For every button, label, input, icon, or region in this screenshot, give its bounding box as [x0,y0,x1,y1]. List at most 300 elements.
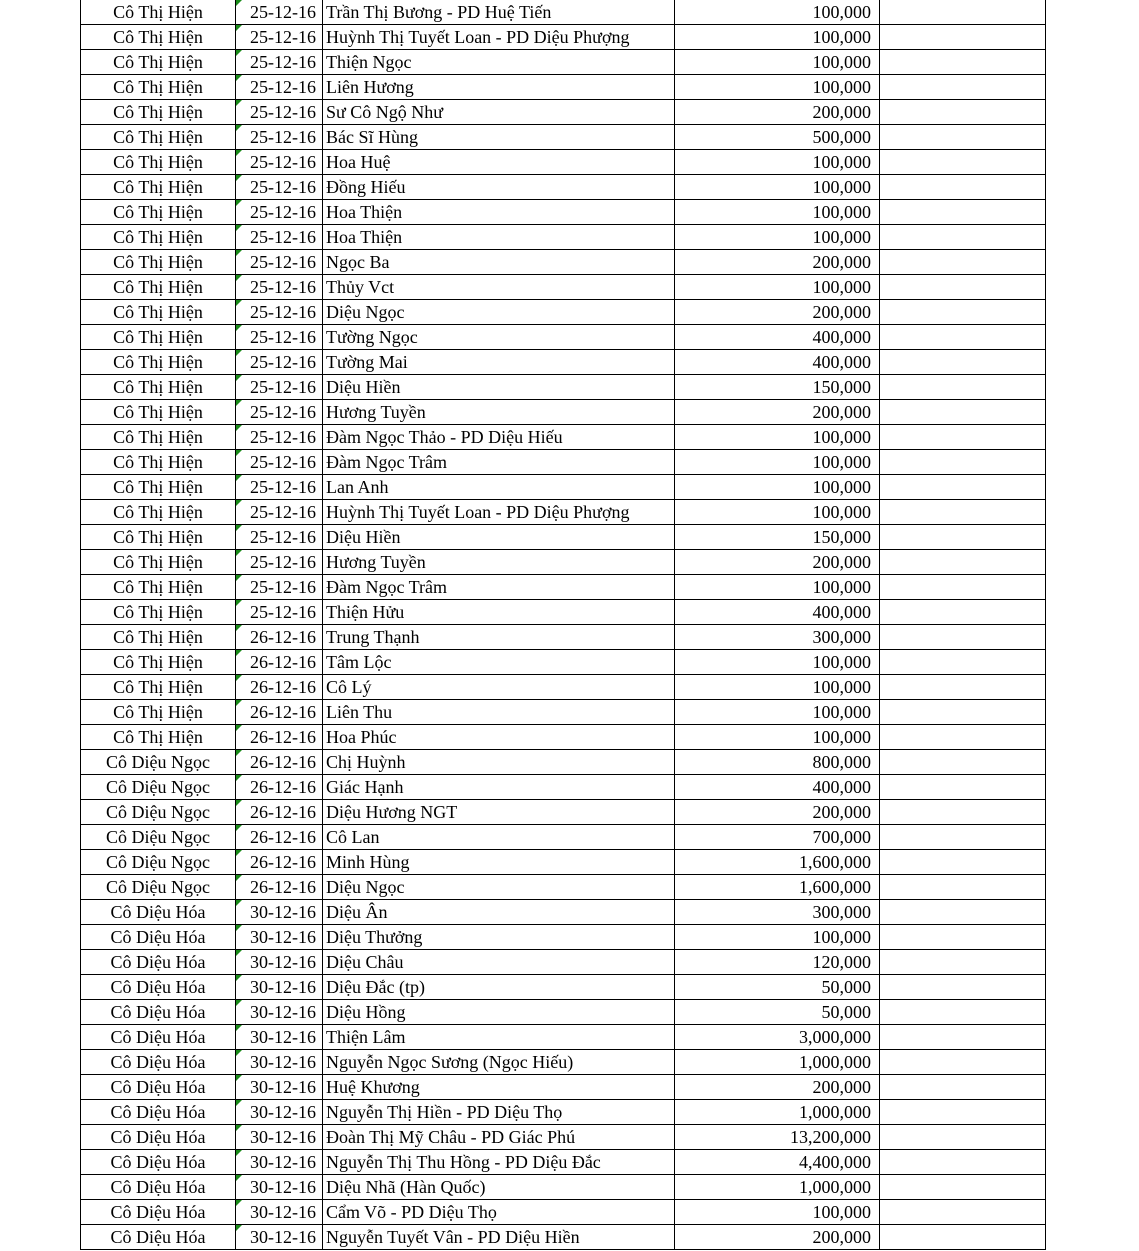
cell-donor[interactable]: Thiện Hửu [323,600,675,625]
cell-date[interactable] [236,675,323,700]
table-row[interactable] [81,250,1046,275]
cell-empty[interactable] [880,275,1046,300]
cell-recipient[interactable]: Cô Thị Hiện [81,50,236,75]
cell-amount[interactable]: 100,000 [675,425,880,450]
cell-empty[interactable] [880,400,1046,425]
cell-date[interactable] [236,275,323,300]
cell-date[interactable] [236,925,323,950]
table-row[interactable] [81,925,1046,950]
cell-amount[interactable]: 1,000,000 [675,1050,880,1075]
cell-empty[interactable] [880,675,1046,700]
table-row[interactable] [81,575,1046,600]
cell-empty[interactable] [880,0,1046,25]
cell-donor[interactable]: Nguyễn Tuyết Vân - PD Diệu Hiền [323,1225,675,1250]
cell-amount[interactable]: 300,000 [675,900,880,925]
cell-amount[interactable]: 100,000 [675,500,880,525]
cell-recipient[interactable]: Cô Thị Hiện [81,575,236,600]
cell-amount[interactable]: 200,000 [675,300,880,325]
cell-empty[interactable] [880,700,1046,725]
cell-recipient[interactable]: Cô Diệu Ngọc [81,825,236,850]
cell-empty[interactable] [880,150,1046,175]
cell-recipient[interactable]: Cô Diệu Hóa [81,1000,236,1025]
cell-donor[interactable]: Diệu Châu [323,950,675,975]
table-row[interactable] [81,350,1046,375]
table-row[interactable] [81,25,1046,50]
table-row[interactable] [81,1075,1046,1100]
cell-date[interactable] [236,75,323,100]
cell-amount[interactable]: 200,000 [675,550,880,575]
cell-date[interactable] [236,775,323,800]
cell-recipient[interactable]: Cô Thị Hiện [81,350,236,375]
cell-empty[interactable] [880,1050,1046,1075]
cell-recipient[interactable]: Cô Diệu Hóa [81,925,236,950]
cell-amount[interactable]: 200,000 [675,400,880,425]
table-row[interactable] [81,825,1046,850]
table-row[interactable] [81,875,1046,900]
cell-empty[interactable] [880,900,1046,925]
cell-empty[interactable] [880,1000,1046,1025]
cell-recipient[interactable]: Cô Thị Hiện [81,325,236,350]
cell-amount[interactable]: 1,000,000 [675,1175,880,1200]
cell-recipient[interactable]: Cô Diệu Ngọc [81,750,236,775]
cell-empty[interactable] [880,800,1046,825]
cell-amount[interactable]: 100,000 [675,50,880,75]
cell-donor[interactable]: Diệu Ngọc [323,875,675,900]
table-row[interactable] [81,1050,1046,1075]
cell-donor[interactable]: Trung Thạnh [323,625,675,650]
cell-empty[interactable] [880,1150,1046,1175]
cell-date[interactable] [236,1200,323,1225]
cell-recipient[interactable]: Cô Thị Hiện [81,375,236,400]
cell-date[interactable] [236,300,323,325]
table-row[interactable] [81,1100,1046,1125]
cell-empty[interactable] [880,25,1046,50]
cell-amount[interactable]: 3,000,000 [675,1025,880,1050]
cell-donor[interactable]: Huỳnh Thị Tuyết Loan - PD Diệu Phượng [323,500,675,525]
cell-empty[interactable] [880,650,1046,675]
cell-amount[interactable]: 100,000 [675,1200,880,1225]
cell-recipient[interactable]: Cô Diệu Hóa [81,900,236,925]
cell-amount[interactable]: 200,000 [675,1225,880,1250]
table-row[interactable] [81,200,1046,225]
cell-recipient[interactable]: Cô Diệu Hóa [81,950,236,975]
cell-empty[interactable] [880,450,1046,475]
cell-amount[interactable]: 400,000 [675,600,880,625]
table-row[interactable] [81,900,1046,925]
cell-amount[interactable]: 100,000 [675,175,880,200]
cell-recipient[interactable]: Cô Thị Hiện [81,625,236,650]
cell-recipient[interactable]: Cô Thị Hiện [81,525,236,550]
cell-date[interactable] [236,125,323,150]
cell-donor[interactable]: Đàm Ngọc Trâm [323,450,675,475]
cell-amount[interactable]: 100,000 [675,575,880,600]
cell-empty[interactable] [880,725,1046,750]
table-row[interactable] [81,225,1046,250]
cell-date[interactable] [236,875,323,900]
cell-recipient[interactable]: Cô Thị Hiện [81,600,236,625]
cell-donor[interactable]: Đàm Ngọc Trâm [323,575,675,600]
table-row[interactable] [81,1225,1046,1250]
cell-empty[interactable] [880,50,1046,75]
cell-date[interactable] [236,625,323,650]
table-row[interactable] [81,600,1046,625]
cell-donor[interactable]: Đồng Hiếu [323,175,675,200]
table-row[interactable] [81,650,1046,675]
cell-amount[interactable]: 50,000 [675,975,880,1000]
table-row[interactable] [81,150,1046,175]
table-row[interactable] [81,325,1046,350]
cell-amount[interactable]: 100,000 [675,450,880,475]
table-row[interactable] [81,750,1046,775]
cell-donor[interactable]: Ngọc Ba [323,250,675,275]
table-row[interactable] [81,275,1046,300]
cell-recipient[interactable]: Cô Diệu Hóa [81,1025,236,1050]
table-row[interactable] [81,975,1046,1000]
cell-amount[interactable]: 100,000 [675,650,880,675]
table-row[interactable] [81,1200,1046,1225]
cell-empty[interactable] [880,825,1046,850]
cell-amount[interactable]: 100,000 [675,75,880,100]
cell-date[interactable] [236,1175,323,1200]
cell-date[interactable] [236,175,323,200]
cell-recipient[interactable]: Cô Thị Hiện [81,75,236,100]
cell-date[interactable] [236,350,323,375]
cell-donor[interactable]: Diệu Hồng [323,1000,675,1025]
cell-empty[interactable] [880,475,1046,500]
cell-amount[interactable]: 400,000 [675,775,880,800]
cell-amount[interactable]: 100,000 [675,725,880,750]
cell-date[interactable] [236,475,323,500]
cell-donor[interactable]: Nguyễn Ngọc Sương (Ngọc Hiếu) [323,1050,675,1075]
cell-donor[interactable]: Cô Lý [323,675,675,700]
cell-recipient[interactable]: Cô Thị Hiện [81,500,236,525]
cell-recipient[interactable]: Cô Thị Hiện [81,425,236,450]
cell-date[interactable] [236,25,323,50]
cell-date[interactable] [236,375,323,400]
cell-date[interactable] [236,250,323,275]
cell-donor[interactable]: Cẩm Võ - PD Diệu Thọ [323,1200,675,1225]
table-row[interactable] [81,75,1046,100]
table-row[interactable] [81,500,1046,525]
cell-recipient[interactable]: Cô Thị Hiện [81,300,236,325]
cell-amount[interactable]: 13,200,000 [675,1125,880,1150]
table-row[interactable] [81,425,1046,450]
cell-date[interactable] [236,150,323,175]
cell-empty[interactable] [880,425,1046,450]
cell-date[interactable] [236,1000,323,1025]
cell-date[interactable] [236,975,323,1000]
cell-recipient[interactable]: Cô Diệu Hóa [81,1175,236,1200]
cell-empty[interactable] [880,1225,1046,1250]
cell-amount[interactable]: 50,000 [675,1000,880,1025]
cell-empty[interactable] [880,850,1046,875]
cell-donor[interactable]: Diệu Đắc (tp) [323,975,675,1000]
table-row[interactable] [81,450,1046,475]
table-row[interactable] [81,175,1046,200]
cell-donor[interactable]: Diệu Thưởng [323,925,675,950]
cell-date[interactable] [236,525,323,550]
cell-recipient[interactable]: Cô Thị Hiện [81,125,236,150]
cell-amount[interactable]: 400,000 [675,350,880,375]
cell-date[interactable] [236,225,323,250]
table-row[interactable] [81,1000,1046,1025]
table-row[interactable] [81,475,1046,500]
cell-empty[interactable] [880,1175,1046,1200]
cell-empty[interactable] [880,75,1046,100]
cell-empty[interactable] [880,500,1046,525]
cell-donor[interactable]: Tường Mai [323,350,675,375]
cell-amount[interactable]: 1,600,000 [675,850,880,875]
cell-empty[interactable] [880,200,1046,225]
cell-recipient[interactable]: Cô Diệu Ngọc [81,850,236,875]
cell-date[interactable] [236,825,323,850]
cell-empty[interactable] [880,125,1046,150]
table-row[interactable] [81,400,1046,425]
cell-empty[interactable] [880,300,1046,325]
table-row[interactable] [81,1125,1046,1150]
cell-date[interactable] [236,700,323,725]
cell-empty[interactable] [880,350,1046,375]
cell-donor[interactable]: Diệu Hiền [323,525,675,550]
cell-amount[interactable]: 100,000 [675,475,880,500]
cell-recipient[interactable]: Cô Thị Hiện [81,225,236,250]
cell-empty[interactable] [880,525,1046,550]
cell-donor[interactable]: Hoa Huệ [323,150,675,175]
table-row[interactable] [81,300,1046,325]
cell-empty[interactable] [880,925,1046,950]
table-row[interactable] [81,50,1046,75]
table-row[interactable] [81,1025,1046,1050]
cell-empty[interactable] [880,750,1046,775]
cell-amount[interactable]: 100,000 [675,925,880,950]
cell-amount[interactable]: 1,600,000 [675,875,880,900]
cell-donor[interactable]: Hoa Thiện [323,200,675,225]
cell-amount[interactable]: 700,000 [675,825,880,850]
cell-recipient[interactable]: Cô Diệu Hóa [81,1125,236,1150]
cell-donor[interactable]: Liên Hương [323,75,675,100]
cell-donor[interactable]: Thiện Ngọc [323,50,675,75]
cell-empty[interactable] [880,950,1046,975]
cell-empty[interactable] [880,325,1046,350]
cell-donor[interactable]: Chị Huỳnh [323,750,675,775]
cell-amount[interactable]: 150,000 [675,525,880,550]
cell-donor[interactable]: Hương Tuyền [323,550,675,575]
cell-recipient[interactable]: Cô Diệu Hóa [81,1050,236,1075]
cell-date[interactable] [236,1100,323,1125]
cell-amount[interactable]: 100,000 [675,0,880,25]
cell-empty[interactable] [880,250,1046,275]
cell-donor[interactable]: Sư Cô Ngộ Như [323,100,675,125]
table-row[interactable] [81,550,1046,575]
cell-empty[interactable] [880,1125,1046,1150]
table-row[interactable] [81,125,1046,150]
table-row[interactable] [81,625,1046,650]
cell-date[interactable] [236,575,323,600]
cell-recipient[interactable]: Cô Thị Hiện [81,250,236,275]
cell-date[interactable] [236,200,323,225]
cell-amount[interactable]: 1,000,000 [675,1100,880,1125]
cell-donor[interactable]: Tâm Lộc [323,650,675,675]
cell-empty[interactable] [880,625,1046,650]
cell-amount[interactable]: 100,000 [675,150,880,175]
cell-date[interactable] [236,650,323,675]
cell-amount[interactable]: 800,000 [675,750,880,775]
cell-donor[interactable]: Diệu Nhã (Hàn Quốc) [323,1175,675,1200]
cell-empty[interactable] [880,875,1046,900]
cell-recipient[interactable]: Cô Diệu Hóa [81,1150,236,1175]
cell-amount[interactable]: 100,000 [675,200,880,225]
cell-amount[interactable]: 150,000 [675,375,880,400]
cell-amount[interactable]: 100,000 [675,275,880,300]
cell-recipient[interactable]: Cô Thị Hiện [81,100,236,125]
cell-date[interactable] [236,550,323,575]
cell-empty[interactable] [880,550,1046,575]
cell-date[interactable] [236,1050,323,1075]
cell-donor[interactable]: Lan Anh [323,475,675,500]
table-row[interactable] [81,800,1046,825]
cell-amount[interactable]: 200,000 [675,250,880,275]
cell-recipient[interactable]: Cô Thị Hiện [81,200,236,225]
cell-donor[interactable]: Hoa Phúc [323,725,675,750]
cell-date[interactable] [236,900,323,925]
cell-empty[interactable] [880,1100,1046,1125]
cell-empty[interactable] [880,575,1046,600]
cell-empty[interactable] [880,175,1046,200]
table-row[interactable] [81,950,1046,975]
cell-recipient[interactable]: Cô Diệu Hóa [81,1200,236,1225]
table-row[interactable] [81,100,1046,125]
cell-amount[interactable]: 100,000 [675,25,880,50]
cell-empty[interactable] [880,375,1046,400]
cell-empty[interactable] [880,100,1046,125]
cell-recipient[interactable]: Cô Diệu Ngọc [81,775,236,800]
table-row[interactable] [81,0,1046,25]
cell-donor[interactable]: Hoa Thiện [323,225,675,250]
cell-donor[interactable]: Đàm Ngọc Thảo - PD Diệu Hiếu [323,425,675,450]
cell-empty[interactable] [880,225,1046,250]
cell-date[interactable] [236,1225,323,1250]
cell-date[interactable] [236,1150,323,1175]
cell-recipient[interactable]: Cô Diệu Hóa [81,975,236,1000]
cell-recipient[interactable]: Cô Thị Hiện [81,175,236,200]
cell-amount[interactable]: 100,000 [675,700,880,725]
cell-recipient[interactable]: Cô Thị Hiện [81,475,236,500]
cell-recipient[interactable]: Cô Thị Hiện [81,150,236,175]
cell-donor[interactable]: Nguyễn Thị Thu Hồng - PD Diệu Đắc [323,1150,675,1175]
cell-amount[interactable]: 200,000 [675,100,880,125]
cell-amount[interactable]: 4,400,000 [675,1150,880,1175]
cell-empty[interactable] [880,975,1046,1000]
cell-amount[interactable]: 400,000 [675,325,880,350]
cell-amount[interactable]: 100,000 [675,675,880,700]
cell-recipient[interactable]: Cô Thị Hiện [81,400,236,425]
table-row[interactable] [81,1150,1046,1175]
cell-date[interactable] [236,325,323,350]
cell-donor[interactable]: Liên Thu [323,700,675,725]
cell-recipient[interactable]: Cô Thị Hiện [81,700,236,725]
cell-empty[interactable] [880,1075,1046,1100]
cell-donor[interactable]: Diệu Ngọc [323,300,675,325]
cell-date[interactable] [236,1025,323,1050]
cell-recipient[interactable]: Cô Thị Hiện [81,650,236,675]
cell-date[interactable] [236,950,323,975]
cell-date[interactable] [236,500,323,525]
table-row[interactable] [81,375,1046,400]
cell-donor[interactable]: Thiện Lâm [323,1025,675,1050]
cell-recipient[interactable]: Cô Diệu Hóa [81,1100,236,1125]
cell-amount[interactable]: 200,000 [675,800,880,825]
table-row[interactable] [81,675,1046,700]
cell-date[interactable] [236,1075,323,1100]
cell-recipient[interactable]: Cô Thị Hiện [81,25,236,50]
cell-date[interactable] [236,425,323,450]
cell-donor[interactable]: Nguyễn Thị Hiền - PD Diệu Thọ [323,1100,675,1125]
cell-recipient[interactable]: Cô Thị Hiện [81,550,236,575]
table-row[interactable] [81,775,1046,800]
cell-recipient[interactable]: Cô Thị Hiện [81,675,236,700]
cell-donor[interactable]: Huệ Khương [323,1075,675,1100]
cell-donor[interactable]: Minh Hùng [323,850,675,875]
table-row[interactable] [81,850,1046,875]
cell-recipient[interactable]: Cô Thị Hiện [81,450,236,475]
cell-date[interactable] [236,850,323,875]
cell-date[interactable] [236,0,323,25]
table-row[interactable] [81,525,1046,550]
cell-date[interactable] [236,725,323,750]
cell-recipient[interactable]: Cô Diệu Ngọc [81,875,236,900]
cell-recipient[interactable]: Cô Diệu Hóa [81,1075,236,1100]
cell-donor[interactable]: Diệu Hiền [323,375,675,400]
cell-amount[interactable]: 100,000 [675,225,880,250]
cell-date[interactable] [236,100,323,125]
cell-donor[interactable]: Diệu Hương NGT [323,800,675,825]
cell-recipient[interactable]: Cô Thị Hiện [81,725,236,750]
cell-donor[interactable]: Cô Lan [323,825,675,850]
cell-date[interactable] [236,800,323,825]
cell-empty[interactable] [880,1025,1046,1050]
cell-recipient[interactable]: Cô Thị Hiện [81,0,236,25]
cell-date[interactable] [236,450,323,475]
cell-date[interactable] [236,400,323,425]
cell-empty[interactable] [880,600,1046,625]
cell-donor[interactable]: Giác Hạnh [323,775,675,800]
cell-recipient[interactable]: Cô Thị Hiện [81,275,236,300]
cell-donor[interactable]: Thủy Vct [323,275,675,300]
cell-amount[interactable]: 300,000 [675,625,880,650]
cell-amount[interactable]: 200,000 [675,1075,880,1100]
cell-amount[interactable]: 120,000 [675,950,880,975]
cell-donor[interactable]: Trần Thị Bương - PD Huệ Tiến [323,0,675,25]
table-row[interactable] [81,1175,1046,1200]
cell-date[interactable] [236,50,323,75]
cell-date[interactable] [236,1125,323,1150]
cell-empty[interactable] [880,775,1046,800]
cell-amount[interactable]: 500,000 [675,125,880,150]
cell-recipient[interactable]: Cô Diệu Hóa [81,1225,236,1250]
cell-date[interactable] [236,600,323,625]
cell-date[interactable] [236,750,323,775]
cell-empty[interactable] [880,1200,1046,1225]
cell-donor[interactable]: Đoàn Thị Mỹ Châu - PD Giác Phú [323,1125,675,1150]
table-row[interactable] [81,700,1046,725]
table-row[interactable] [81,725,1046,750]
cell-donor[interactable]: Bác Sĩ Hùng [323,125,675,150]
cell-recipient[interactable]: Cô Diệu Ngọc [81,800,236,825]
cell-donor[interactable]: Huỳnh Thị Tuyết Loan - PD Diệu Phượng [323,25,675,50]
cell-donor[interactable]: Tường Ngọc [323,325,675,350]
cell-donor[interactable]: Diệu Ân [323,900,675,925]
cell-donor[interactable]: Hương Tuyền [323,400,675,425]
